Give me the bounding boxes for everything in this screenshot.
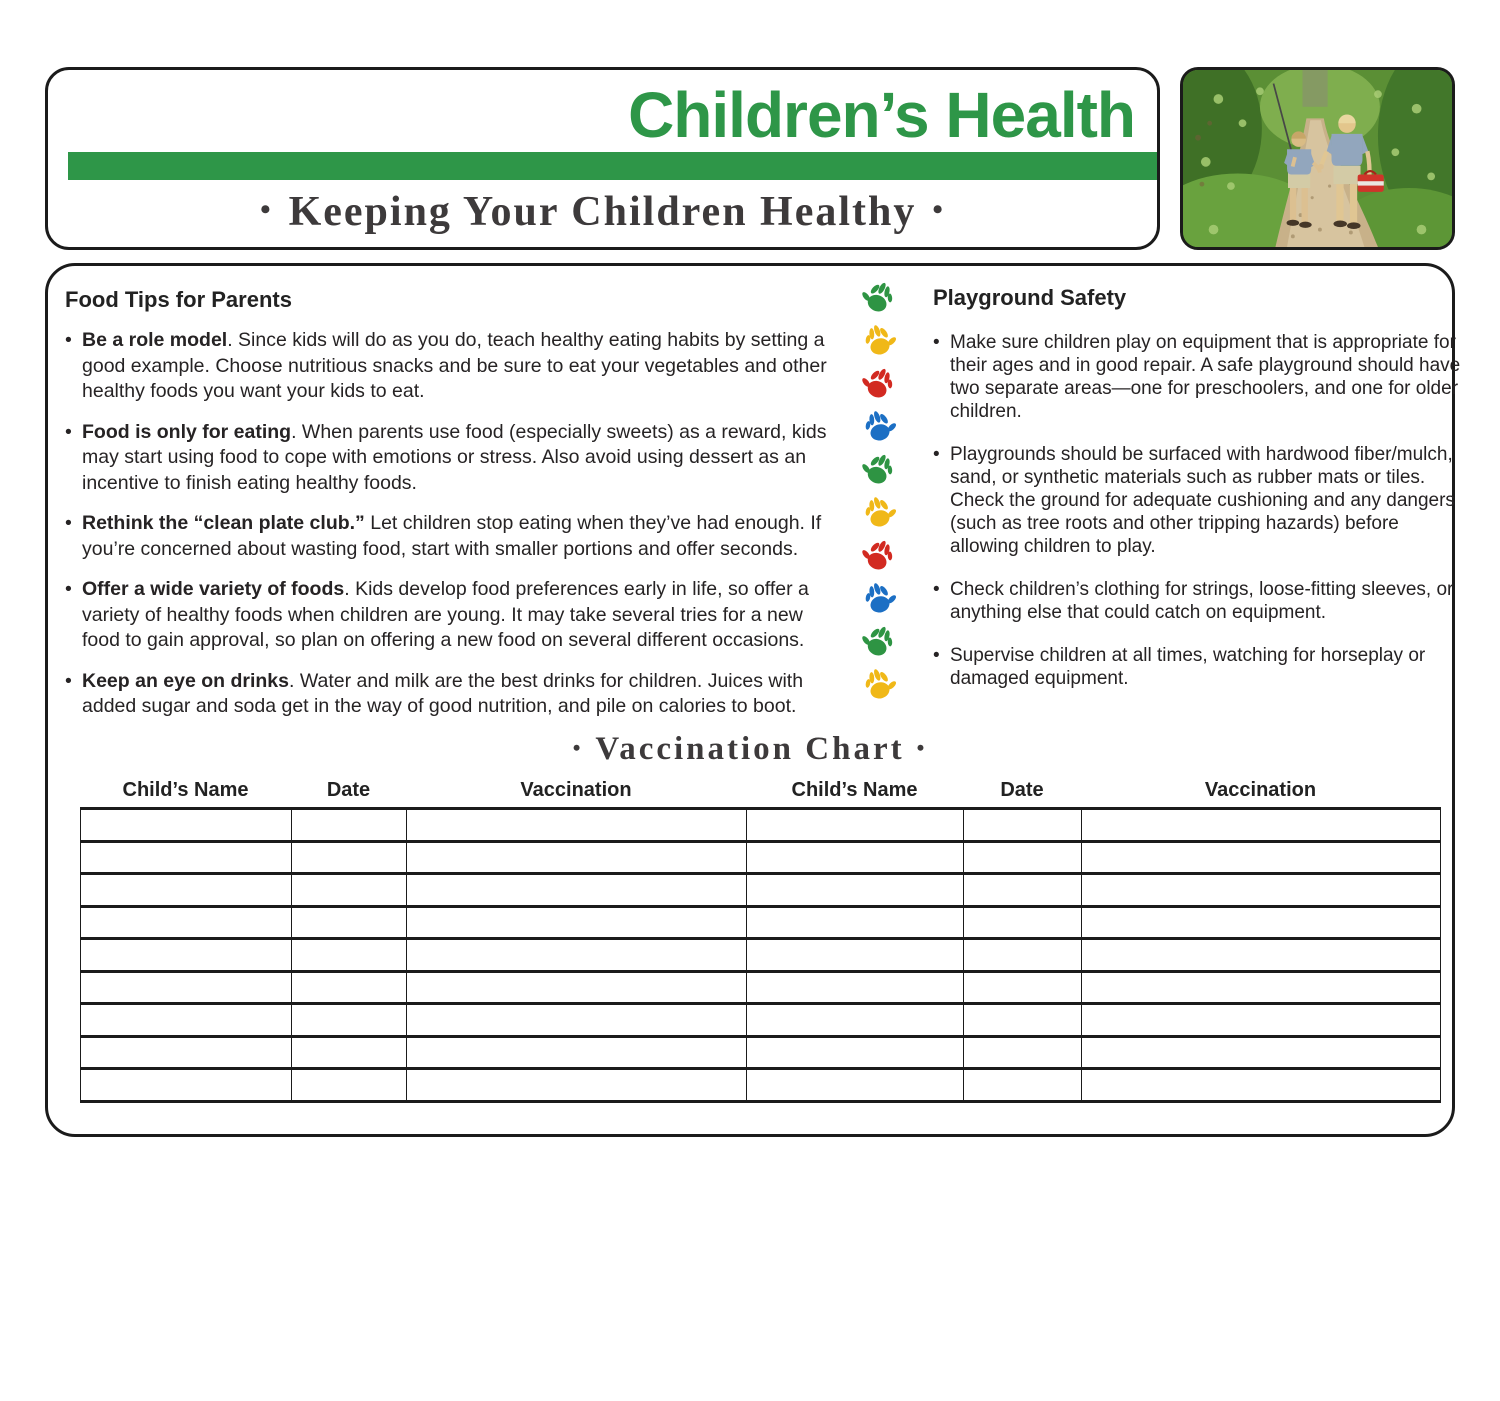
vaccination-cell[interactable] xyxy=(292,939,407,972)
vaccination-table xyxy=(80,807,1441,1103)
vaccination-cell[interactable] xyxy=(292,841,407,874)
column-header: Child’s Name xyxy=(122,779,249,801)
bullet-icon: • xyxy=(65,578,72,600)
handprint-icon xyxy=(853,529,906,582)
list-item xyxy=(65,328,835,405)
header-banner xyxy=(45,67,1160,250)
vaccination-cell[interactable] xyxy=(81,971,292,1004)
vaccination-cell[interactable] xyxy=(747,939,964,972)
item-lead: Keep an eye on drinks xyxy=(82,669,289,692)
vaccination-cell[interactable] xyxy=(292,1004,407,1037)
handprint-icon xyxy=(853,443,906,496)
vaccination-cell[interactable] xyxy=(81,939,292,972)
list-item xyxy=(933,578,1461,624)
vaccination-cell[interactable] xyxy=(964,1004,1082,1037)
vaccination-cell[interactable] xyxy=(1082,906,1441,939)
food-tips-heading: Food Tips for Parents xyxy=(65,287,292,312)
bullet-icon: • xyxy=(933,332,940,353)
photo-two-boys-walking xyxy=(1183,70,1452,247)
vaccination-cell[interactable] xyxy=(964,841,1082,874)
vaccination-cell[interactable] xyxy=(292,809,407,842)
table-row xyxy=(81,874,1441,907)
handprint-icon xyxy=(854,659,903,708)
vaccination-cell[interactable] xyxy=(407,1036,747,1069)
vaccination-cell[interactable] xyxy=(964,1036,1082,1069)
item-text: Playgrounds should be surfaced with hardwood fiber/mulch, sand, or synthetic materials such as rubber mats or tiles. Check the ground for adequate cushioning and any dangers (such as tree roots and other tripping hazards) before allowing children to play. xyxy=(950,444,1455,557)
vaccination-cell[interactable] xyxy=(964,1069,1082,1102)
table-row xyxy=(81,1069,1441,1102)
table-row xyxy=(81,841,1441,874)
vaccination-table-headers xyxy=(80,779,1440,802)
food-tips-list xyxy=(65,328,835,720)
page-title: Children’s Health xyxy=(628,79,1135,151)
subtitle-text: Keeping Your Children Healthy xyxy=(288,189,917,235)
bullet-icon: • xyxy=(916,735,928,760)
vaccination-cell[interactable] xyxy=(81,1036,292,1069)
vaccination-cell[interactable] xyxy=(292,1069,407,1102)
bullet-icon: • xyxy=(933,645,940,666)
food-tips-section xyxy=(65,287,835,720)
list-item xyxy=(933,644,1461,690)
vaccination-cell[interactable] xyxy=(292,874,407,907)
vaccination-cell[interactable] xyxy=(292,1036,407,1069)
handprint-icon xyxy=(854,315,903,364)
bullet-icon: • xyxy=(933,579,940,600)
vaccination-cell[interactable] xyxy=(1082,971,1441,1004)
vaccination-cell[interactable] xyxy=(81,1004,292,1037)
table-row xyxy=(81,939,1441,972)
table-row xyxy=(81,809,1441,842)
vaccination-cell[interactable] xyxy=(1082,1069,1441,1102)
vaccination-cell[interactable] xyxy=(964,906,1082,939)
item-text: Check children’s clothing for strings, loose-fitting sleeves, or anything else that could catch on equipment. xyxy=(950,579,1454,623)
handprint-icon xyxy=(854,401,903,450)
vaccination-cell[interactable] xyxy=(1082,1004,1441,1037)
item-text: Supervise children at all times, watching for horseplay or damaged equipment. xyxy=(950,645,1426,689)
item-text: Make sure children play on equipment that is appropriate for their ages and in good repair. A safe playground should have two separate areas—one for preschoolers, and one for older children. xyxy=(950,332,1461,422)
vaccination-cell[interactable] xyxy=(964,809,1082,842)
vaccination-cell[interactable] xyxy=(292,971,407,1004)
vaccination-cell[interactable] xyxy=(747,906,964,939)
item-text: Let children stop eating when they’ve had enough. If you’re concerned about wasting food, start with smaller portions and offer seconds. xyxy=(82,512,822,560)
vaccination-cell[interactable] xyxy=(81,1069,292,1102)
vaccination-cell[interactable] xyxy=(747,1036,964,1069)
item-lead: Rethink the “clean plate club.” xyxy=(82,512,365,534)
vaccination-cell[interactable] xyxy=(407,971,747,1004)
list-item xyxy=(65,511,835,562)
column-header: Child’s Name xyxy=(791,779,918,801)
page-subtitle xyxy=(48,188,1157,236)
table-row xyxy=(81,1004,1441,1037)
handprint-icon xyxy=(853,357,906,410)
column-header: Vaccination xyxy=(520,779,632,801)
green-divider-bar xyxy=(68,152,1157,180)
vaccination-cell[interactable] xyxy=(1082,1036,1441,1069)
list-item xyxy=(933,331,1461,423)
handprint-icon xyxy=(854,487,903,536)
column-header: Date xyxy=(1000,779,1044,801)
vaccination-cell[interactable] xyxy=(1082,939,1441,972)
vaccination-cell[interactable] xyxy=(407,1069,747,1102)
bullet-icon: • xyxy=(65,669,72,692)
item-lead: Food is only for eating xyxy=(82,420,292,443)
vaccination-cell[interactable] xyxy=(747,809,964,842)
bullet-icon: • xyxy=(260,193,273,226)
bullet-icon: • xyxy=(65,329,72,351)
bullet-icon: • xyxy=(65,420,72,443)
photo-frame xyxy=(1180,67,1455,250)
handprint-icon xyxy=(854,573,903,622)
vaccination-cell[interactable] xyxy=(747,874,964,907)
column-header: Vaccination xyxy=(1204,779,1317,801)
vaccination-cell[interactable] xyxy=(747,1069,964,1102)
handprint-icon xyxy=(853,615,906,668)
chart-title-text: Vaccination Chart xyxy=(595,731,905,767)
vaccination-cell[interactable] xyxy=(81,841,292,874)
vaccination-cell[interactable] xyxy=(964,874,1082,907)
table-row xyxy=(81,906,1441,939)
vaccination-cell[interactable] xyxy=(1082,841,1441,874)
vaccination-cell[interactable] xyxy=(407,809,747,842)
handprints-column xyxy=(849,277,909,704)
item-text: . Kids develop food preferences early in life, so offer a variety of healthy foods when children are young. It may take several tries for a new food to gain approval, so plan on offering a new food on several different occasions. xyxy=(82,578,809,651)
vaccination-cell[interactable] xyxy=(1082,874,1441,907)
item-text: . When parents use food (especially sweets) as a reward, kids may start using food to cope with emotions or stress. Also avoid using dessert as an incentive to finish eating healthy foods. xyxy=(82,420,827,494)
playground-list xyxy=(933,331,1461,690)
vaccination-cell[interactable] xyxy=(747,1004,964,1037)
bullet-icon: • xyxy=(933,444,940,465)
list-item xyxy=(65,669,835,720)
vaccination-cell[interactable] xyxy=(407,906,747,939)
item-lead: Be a role model xyxy=(82,329,228,351)
list-item xyxy=(933,443,1461,558)
vaccination-cell[interactable] xyxy=(407,1004,747,1037)
vaccination-cell[interactable] xyxy=(407,841,747,874)
table-row xyxy=(81,971,1441,1004)
content-panel xyxy=(45,263,1461,1137)
vaccination-cell[interactable] xyxy=(964,939,1082,972)
vaccination-chart-title xyxy=(51,731,1449,768)
vaccination-cell[interactable] xyxy=(1082,809,1441,842)
item-text: . Since kids will do as you do, teach healthy eating habits by setting a good example. Choose nutritious snacks and be sure to eat your vegetables and other healthy foods you want your kids to eat. xyxy=(82,329,827,402)
playground-heading: Playground Safety xyxy=(933,285,1127,310)
vaccination-cell[interactable] xyxy=(964,971,1082,1004)
vaccination-cell[interactable] xyxy=(747,841,964,874)
vaccination-cell[interactable] xyxy=(81,906,292,939)
vaccination-cell[interactable] xyxy=(292,906,407,939)
vaccination-chart xyxy=(80,779,1440,1103)
vaccination-cell[interactable] xyxy=(81,874,292,907)
handprint-icon xyxy=(853,271,906,324)
item-lead: Offer a wide variety of foods xyxy=(82,578,345,600)
bullet-icon: • xyxy=(572,735,584,760)
list-item xyxy=(65,577,835,654)
bullet-icon: • xyxy=(65,512,72,534)
column-header: Date xyxy=(326,779,371,801)
playground-section xyxy=(933,285,1461,690)
bullet-icon: • xyxy=(932,193,945,226)
item-text: . Water and milk are the best drinks for children. Juices with added sugar and soda get in the way of good nutrition, and pile on calories to boot. xyxy=(82,669,804,717)
table-row xyxy=(81,1036,1441,1069)
vaccination-cell[interactable] xyxy=(407,874,747,907)
vaccination-cell[interactable] xyxy=(81,809,292,842)
vaccination-cell[interactable] xyxy=(747,971,964,1004)
vaccination-cell[interactable] xyxy=(407,939,747,972)
list-item xyxy=(65,420,835,497)
